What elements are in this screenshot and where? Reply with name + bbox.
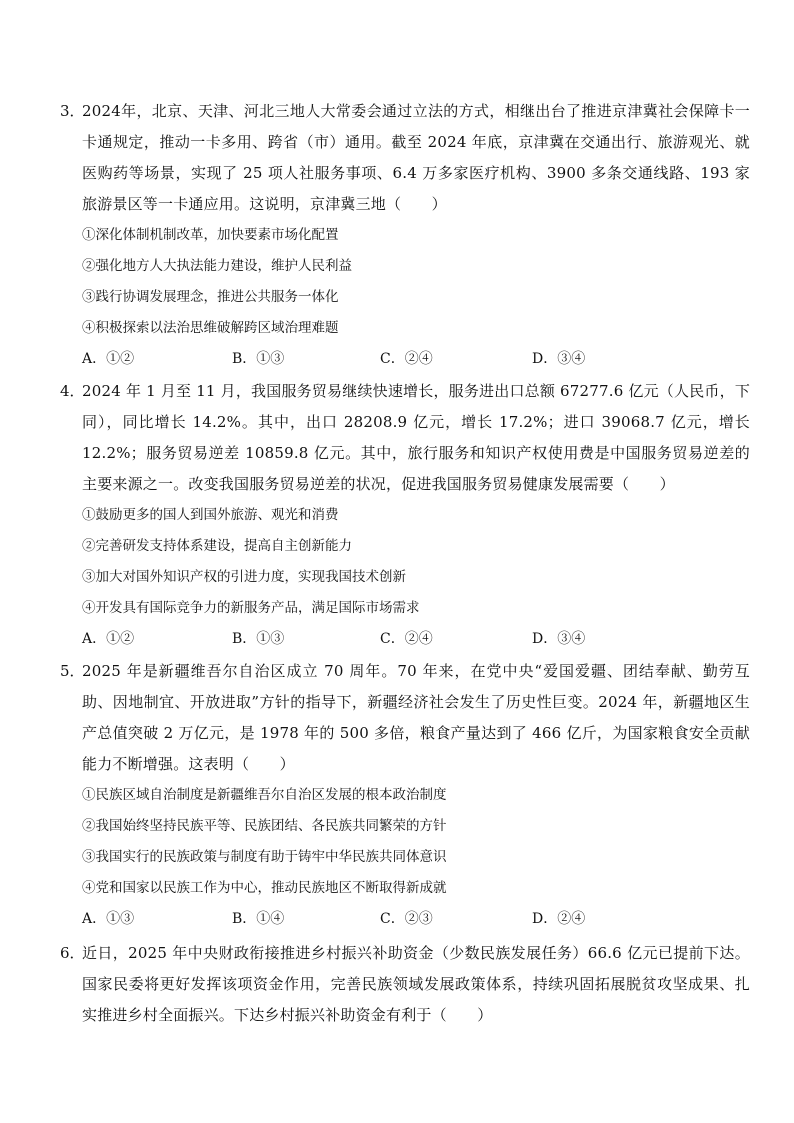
choice-a[interactable]: A．①③ (82, 911, 135, 927)
answer-choices (82, 904, 750, 935)
statement-4: ④开发具有国际竞争力的新服务产品，满足国际市场需求 (82, 600, 420, 616)
question-6 (60, 938, 750, 1031)
statement-3: ③加大对国外知识产权的引进力度，实现我国技术创新 (82, 569, 406, 585)
choice-a[interactable]: A．①② (82, 351, 135, 367)
choice-d[interactable]: D．②④ (532, 911, 586, 927)
choice-d[interactable]: D．③④ (532, 631, 586, 647)
choice-b[interactable]: B．①③ (232, 351, 285, 367)
statement-2: ②我国始终坚持民族平等、民族团结、各民族共同繁荣的方针 (82, 818, 447, 834)
question-number: 6． (60, 944, 85, 962)
choice-b[interactable]: B．①④ (232, 911, 285, 927)
statement-1: ①鼓励更多的国人到国外旅游、观光和消费 (82, 507, 339, 523)
statement-2: ②强化地方人大执法能力建设，维护人民利益 (82, 258, 352, 274)
question-stem: 近日，2025 年中央财政衔接推进乡村振兴补助资金（少数民族发展任务）66.6 亿元已提前下达。国家民委将更好发挥该项资金作用，完善民族领域发展政策体系，持续巩固拓展脱贫攻坚成果、扎实推进乡村全面振兴。下达乡村振兴补助资金有利于（ ） (82, 944, 750, 1024)
question-4 (60, 376, 750, 655)
statement-1: ①民族区域自治制度是新疆维吾尔自治区发展的根本政治制度 (82, 787, 447, 803)
answer-choices (82, 344, 750, 375)
statement-1: ①深化体制机制改革，加快要素市场化配置 (82, 227, 339, 243)
question-number: 3． (60, 102, 85, 120)
choice-b[interactable]: B．①③ (232, 631, 285, 647)
answer-choices (82, 624, 750, 655)
choice-d[interactable]: D．③④ (532, 351, 586, 367)
statement-3: ③我国实行的民族政策与制度有助于铸牢中华民族共同体意识 (82, 849, 447, 865)
choice-a[interactable]: A．①② (82, 631, 135, 647)
statement-2: ②完善研发支持体系建设，提高自主创新能力 (82, 538, 352, 554)
question-stem: 2024年，北京、天津、河北三地人大常委会通过立法的方式，相继出台了推进京津冀社会保障卡一卡通规定，推动一卡多用、跨省（市）通用。截至 2024 年底，京津冀在交通出行、旅游观光、就医购药等场景，实现了 25 项人社服务事项、6.4 万多家医疗机构、3900 多条交通线路、193 家旅游景区等一卡通应用。这说明，京津冀三地（ ） (82, 102, 750, 213)
choice-c[interactable]: C．②④ (380, 351, 433, 367)
question-number: 4． (60, 382, 85, 400)
question-5 (60, 656, 750, 935)
question-stem: 2024 年 1 月至 11 月，我国服务贸易继续快速增长，服务进出口总额 67277.6 亿元（人民币，下同），同比增长 14.2%。其中，出口 28208.9 亿元，增长 17.2%；进口 39068.7 亿元，增长 12.2%；服务贸易逆差 10859.8 亿元。其中，旅行服务和知识产权使用费是中国服务贸易逆差的主要来源之一。改变我国服务贸易逆差的状况，促进我国服务贸易健康发展需要（ ） (82, 382, 751, 493)
question-number: 5． (60, 662, 85, 680)
choice-c[interactable]: C．②③ (380, 911, 433, 927)
question-stem: 2025 年是新疆维吾尔自治区成立 70 周年。70 年来，在党中央“爱国爱疆、团结奉献、勤劳互助、因地制宜、开放进取”方针的指导下，新疆经济社会发生了历史性巨变。2024 年，新疆地区生产总值突破 2 万亿元，是 1978 年的 500 多倍，粮食产量达到了 466 亿斤，为国家粮食安全贡献能力不断增强。这表明（ ） (82, 662, 750, 773)
statement-4: ④党和国家以民族工作为中心，推动民族地区不断取得新成就 (82, 880, 447, 896)
statement-4: ④积极探索以法治思维破解跨区域治理难题 (82, 320, 339, 336)
statement-3: ③践行协调发展理念，推进公共服务一体化 (82, 289, 339, 305)
choice-c[interactable]: C．②④ (380, 631, 433, 647)
question-3 (60, 96, 750, 375)
